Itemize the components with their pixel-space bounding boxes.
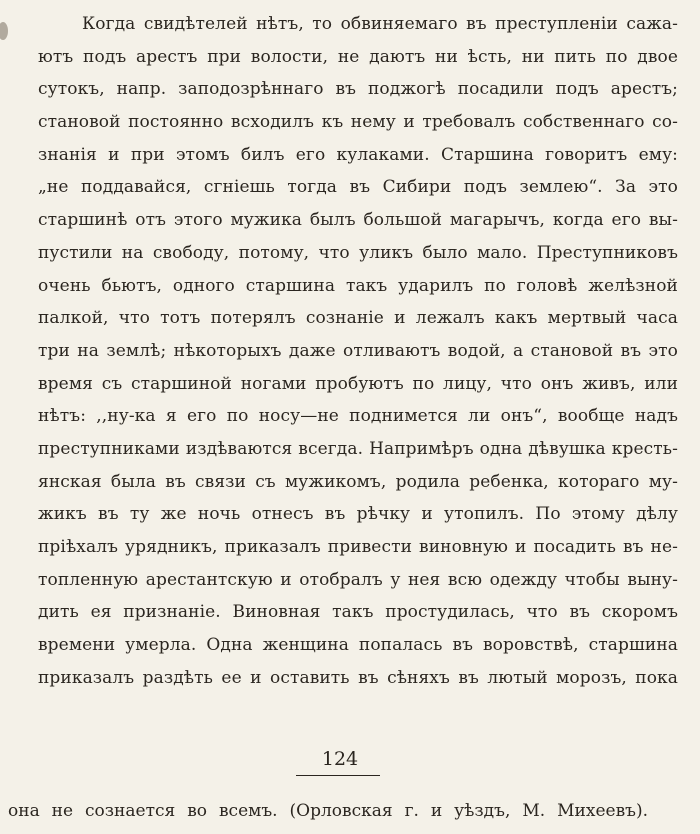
text-line: времени умерла. Одна женщина попалась въ воровствѣ, старшина	[38, 635, 678, 656]
body-text	[38, 8, 678, 694]
text-line: пустили на свободу, потому, что уликъ было мало. Преступниковъ	[38, 242, 678, 263]
text-line: становой постоянно всходилъ къ нему и требовалъ собственнаго со-	[38, 112, 678, 133]
text-line: жикъ въ ту же ночь отнесъ въ рѣчку и утопилъ. По этому дѣлу	[38, 504, 678, 525]
page-number-rule	[296, 775, 380, 776]
ink-blot-mark	[0, 22, 8, 40]
text-line: топленную арестантскую и отобралъ у нея всю одежду чтобы выну-	[38, 569, 678, 590]
page-number: 124	[321, 748, 359, 770]
text-line: сутокъ, напр. заподозрѣннаго въ поджогѣ посадили подъ арестъ;	[38, 79, 678, 100]
text-line: „не поддавайся, сгніешь тогда въ Сибири подъ землею“. За это	[38, 177, 678, 198]
text-line: приказалъ раздѣть ее и оставить въ сѣняхъ въ лютый морозъ, пока	[38, 667, 678, 688]
text-line: время съ старшиной ногами пробуютъ по лицу, что онъ живъ, или	[38, 373, 678, 394]
text-line: Когда свидѣтелей нѣтъ, то обвиняемаго въ преступленіи сажа-	[82, 14, 678, 34]
text-line: старшинѣ отъ этого мужика былъ большой магарычъ, когда его вы-	[38, 210, 678, 231]
text-line: дить ея признаніе. Виновная такъ простудилась, что въ скоромъ	[38, 602, 678, 623]
text-line: очень бьютъ, одного старшина такъ ударилъ по головѣ желѣзной	[38, 275, 678, 296]
text-line: пріѣхалъ урядникъ, приказалъ привести виновную и посадить въ не-	[38, 537, 678, 557]
text-line: три на землѣ; нѣкоторыхъ даже отливаютъ водой, а становой въ это	[38, 340, 678, 361]
text-line: преступниками издѣваются всегда. Напримѣръ одна дѣвушка кресть-	[38, 438, 678, 459]
text-line: палкой, что тотъ потерялъ сознаніе и лежалъ какъ мертвый часа	[38, 308, 678, 329]
text-line: ютъ подъ арестъ при волости, не даютъ ни ѣсть, ни пить по двое	[38, 46, 678, 67]
text-line: нѣтъ: ,,ну-ка я его по носу—не поднимется ли онъ“, вообще надъ	[38, 406, 678, 427]
text-line: знанія и при этомъ билъ его кулаками. Старшина говоритъ ему:	[38, 144, 678, 165]
continuation-line: она не сознается во всемъ. (Орловская г. и уѣздъ, М. Михеевъ).	[8, 801, 648, 821]
text-line: янская была въ связи съ мужикомъ, родила ребенка, котораго му-	[38, 471, 678, 492]
